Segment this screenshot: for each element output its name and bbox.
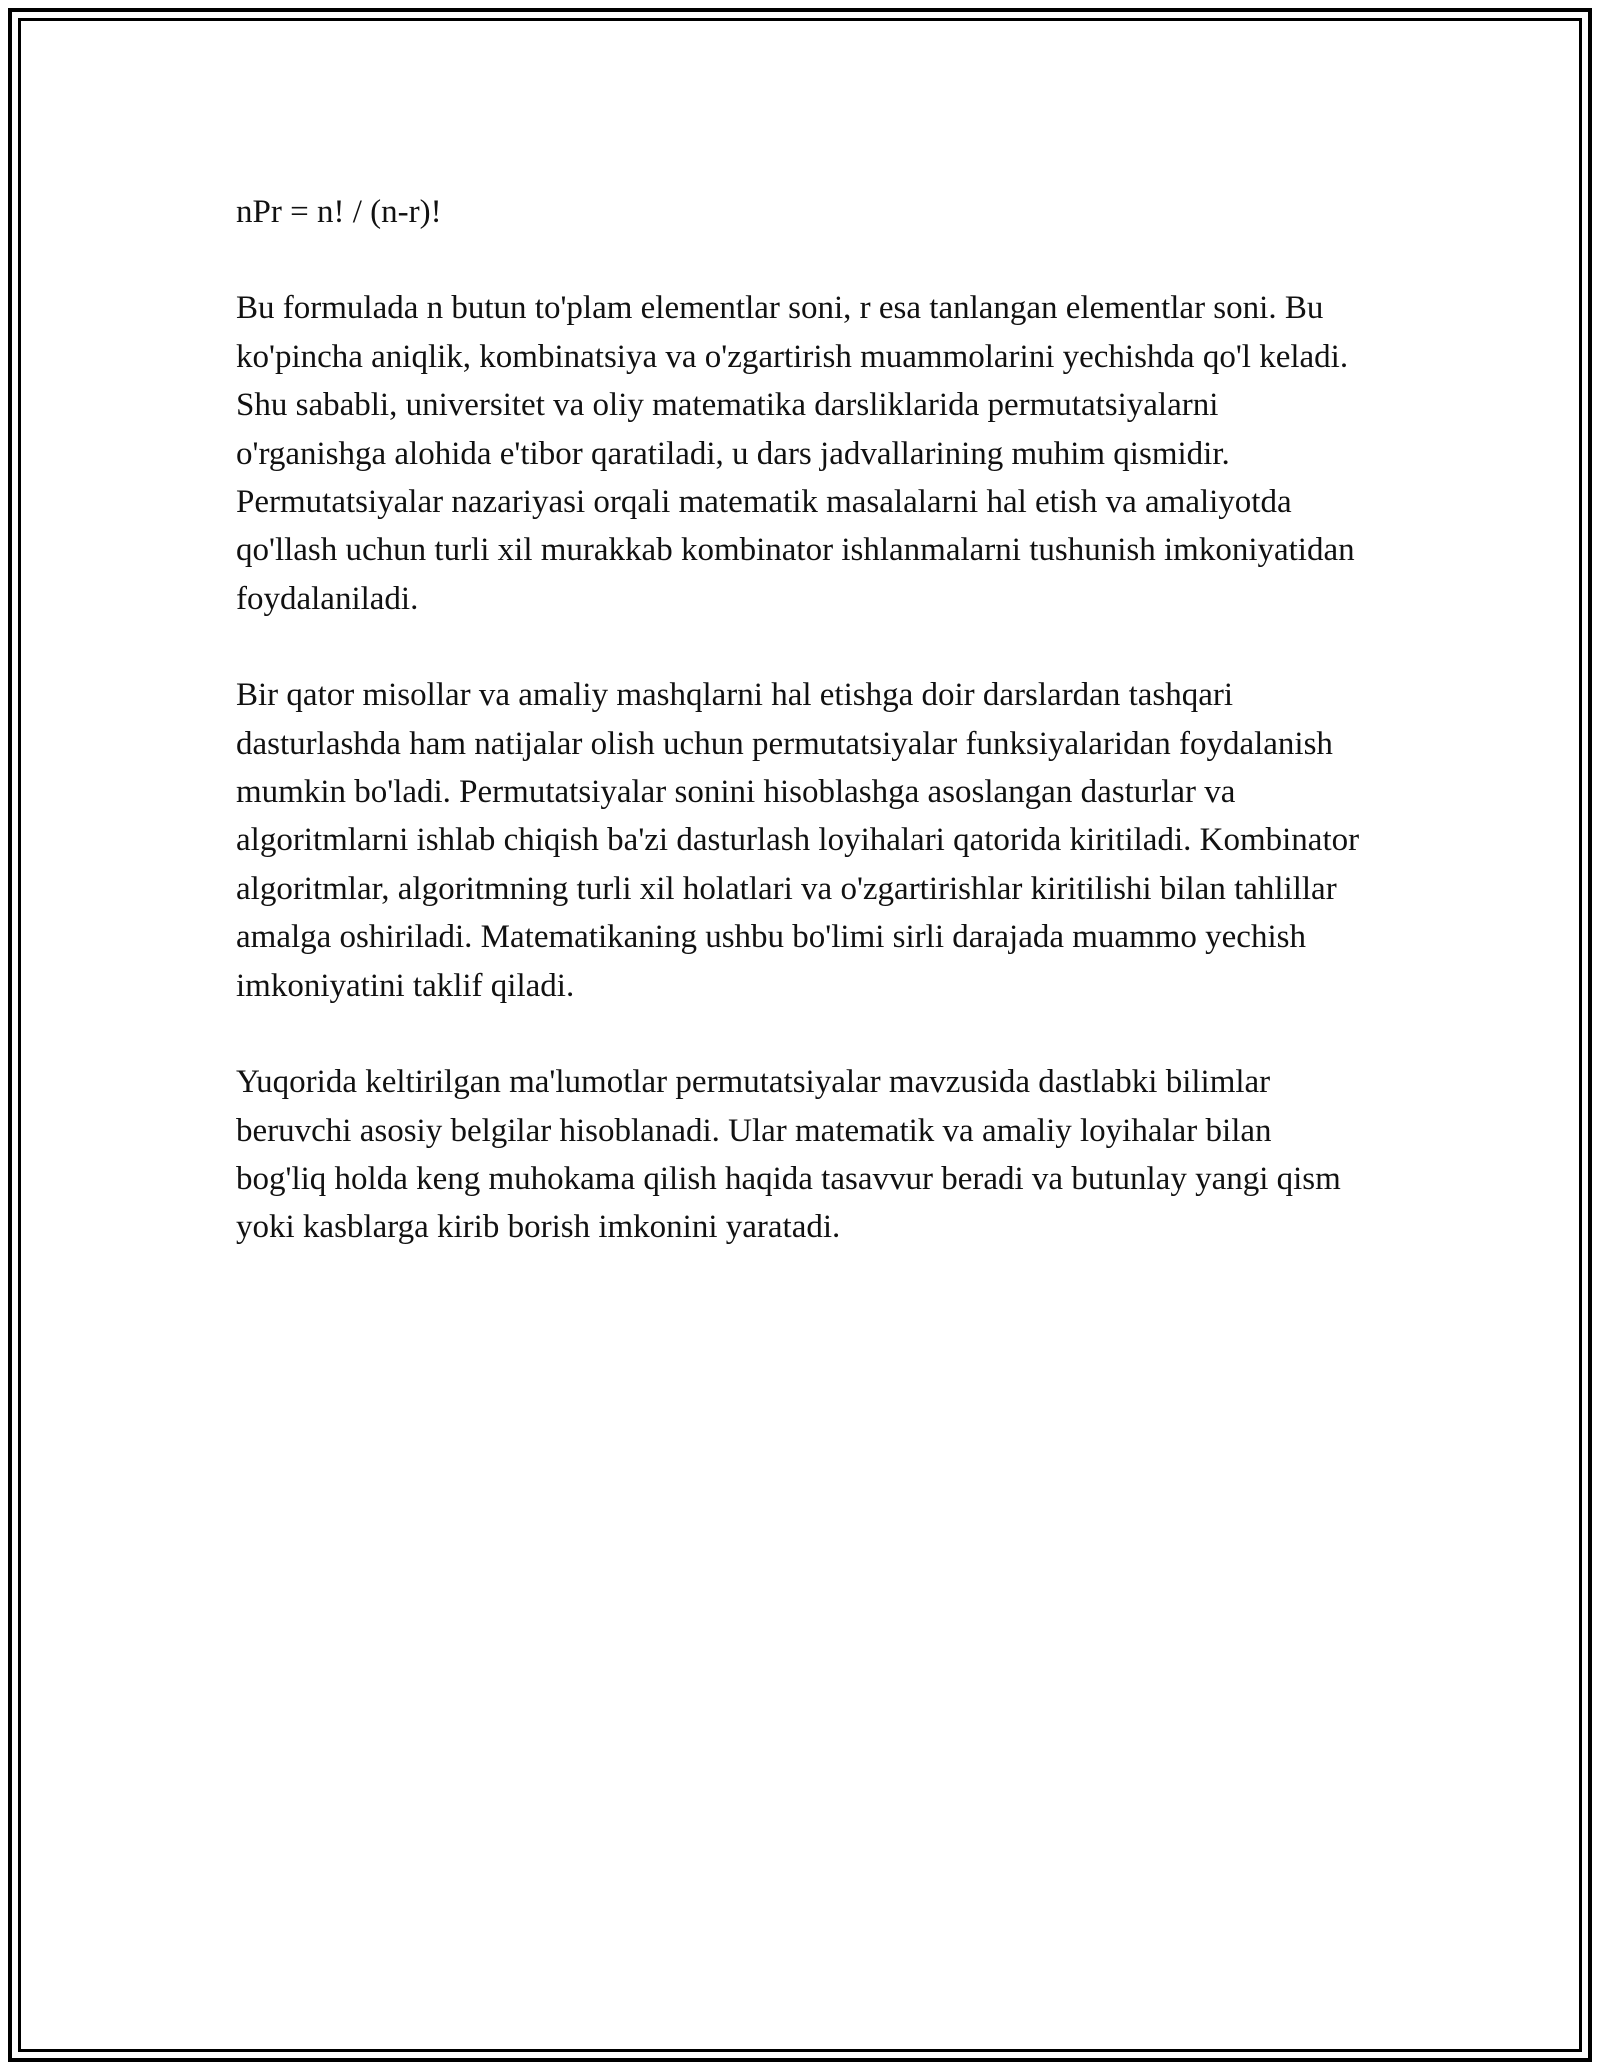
paragraph-conclusion: Yuqorida keltirilgan ma'lumotlar permutatsiyalar mavzusida dastlabki bilimlar beruvchi asosiy belgilar hisoblanadi. Ular matematik va amaliy loyihalar bilan bog'liq holda keng muhokama qilish haqida tasavvur beradi va butunlay yangi qism yoki kasblarga kirib borish imkonini yaratadi. [236, 1064, 1341, 1246]
permutation-formula: nPr = n! / (n-r)! [236, 194, 442, 230]
paragraph-programming-applications: Bir qator misollar va amaliy mashqlarni hal etishga doir darslardan tashqari dasturlashda ham natijalar olish uchun permutatsiyalar funksiyalaridan foydalanish mumkin bo'ladi. Permutatsiyalar sonini hisoblashga asoslangan dasturlar va algoritmlarni ishlab chiqish ba'zi dasturlash loyihalari qatorida kiritiladi. Kombinator algoritmlar, algoritmning turli xil holatlari va o'zgartirishlar kiritilishi bilan tahlillar amalga oshiriladi. Matematikaning ushbu bo'limi sirli darajada muammo yechish imkoniyatini taklif qiladi. [236, 677, 1360, 1004]
paragraph-formula-explanation: Bu formulada n butun to'plam elementlar soni, r esa tanlangan elementlar soni. Bu ko'pincha aniqlik, kombinatsiya va o'zgartirish muammolarini yechishda qo'l keladi. Shu sababli, universitet va oliy matematika darsliklarida permutatsiyalarni o'rganishga alohida e'tibor qaratiladi, u dars jadvallarining muhim qismidir. Permutatsiyalar nazariyasi orqali matematik masalalarni hal etish va amaliyotda qo'llash uchun turli xil murakkab kombinator ishlanmalarni tushunish imkoniyatidan foydalaniladi. [236, 290, 1355, 617]
document-body [236, 188, 1366, 1300]
